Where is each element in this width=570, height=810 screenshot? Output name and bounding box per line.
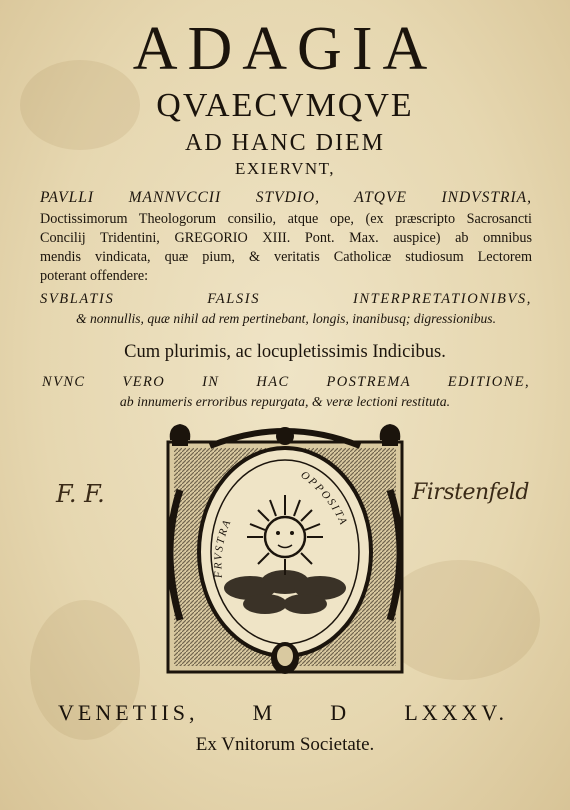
signature-firstenfeld: Firstenfeld bbox=[412, 480, 529, 505]
imprint-place-date: VENETIIS, M D LXXXV. bbox=[58, 700, 508, 725]
paragraph-row: mendis vindicata, quæ pium, & veritatis Catholicæ studiosum Lectorem bbox=[40, 249, 532, 265]
title-exierunt: EXIERVNT, bbox=[234, 159, 336, 178]
urn-icon bbox=[380, 424, 401, 446]
indices-line: Cum plurimis, ac locupletissimis Indicibus. bbox=[124, 342, 446, 362]
author-line: PAVLLI MANNVCCII STVDIO, ATQVE INDVSTRIA, bbox=[40, 189, 532, 206]
edition-subline: ab innumeris erroribus repurgata, & veræ lectioni restituta. bbox=[119, 394, 451, 409]
authorship-paragraph bbox=[40, 210, 532, 286]
title-quaecumque: QVAECVMQVE bbox=[156, 87, 414, 124]
title-ad-hanc-diem: AD HANC DIEM bbox=[185, 130, 385, 156]
title-adagia: ADAGIA bbox=[132, 15, 438, 83]
mask-icon bbox=[271, 642, 299, 674]
sublatis-line: SVBLATIS FALSIS INTERPRETATIONIBVS, bbox=[40, 291, 532, 307]
imprint-printer: Ex Vnitorum Societate. bbox=[195, 734, 375, 755]
urn-icon bbox=[170, 424, 191, 446]
printers-device bbox=[150, 420, 420, 685]
motto-right: OPPOSITA bbox=[298, 468, 350, 529]
paragraph-row: poterant offendere: bbox=[40, 268, 149, 284]
sublatis-subline: & nonnullis, quæ nihil ad rem pertinebant, longis, inanibusq; digressionibus. bbox=[75, 311, 497, 326]
paragraph-row: Doctissimorum Theologorum consilio, atque ope, (ex præscripto Sacrosancti bbox=[40, 211, 532, 227]
paragraph-row: Concilij Tridentini, GREGORIO XIII. Pont. Max. auspice) ab omnibus bbox=[40, 230, 532, 246]
edition-line: NVNC VERO IN HAC POSTREMA EDITIONE, bbox=[42, 374, 530, 390]
motto-left: FRVSTRA bbox=[212, 516, 234, 579]
signature-initials: F. F. bbox=[56, 480, 105, 508]
